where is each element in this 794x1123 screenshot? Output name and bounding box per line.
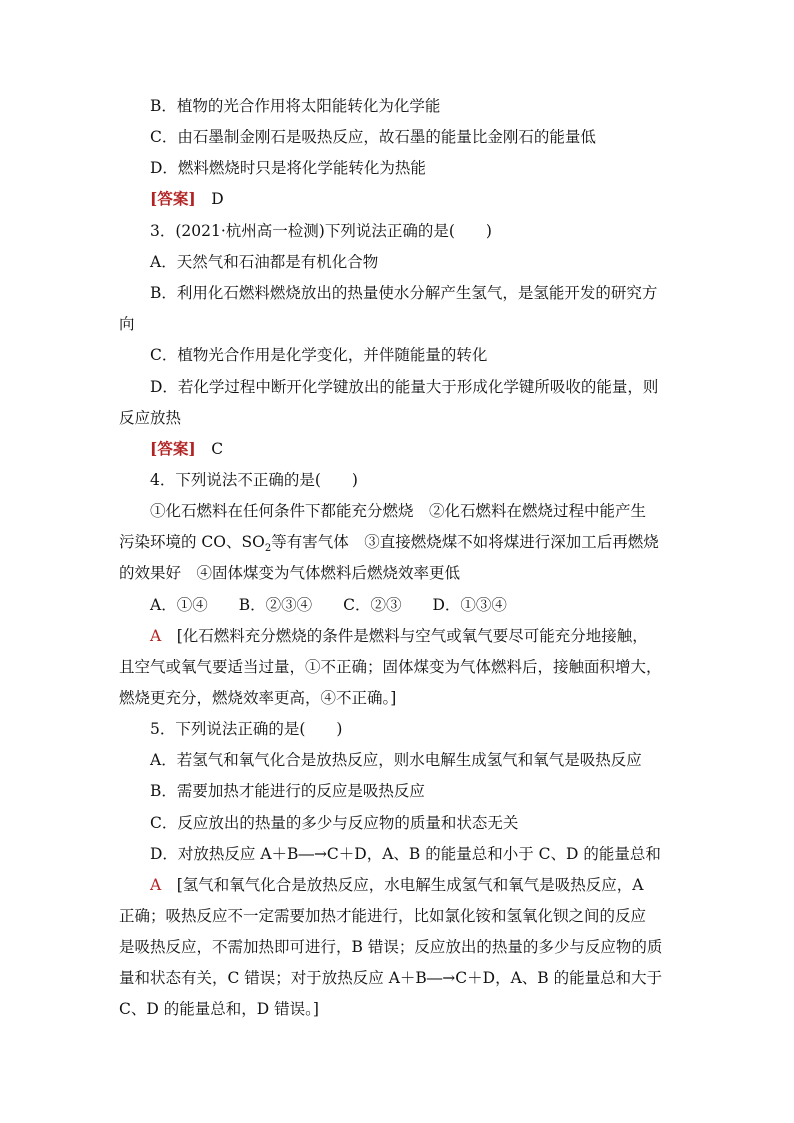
q5-explanation-line4: 量和状态有关，C 错误；对于放热反应 A＋B―→C＋D，A、B 的能量总和大于	[119, 969, 663, 987]
q5-stem: 5．下列说法正确的是( )	[150, 720, 343, 738]
q3-answer	[150, 438, 223, 460]
answer-value: D	[211, 190, 224, 208]
q5-option-c: C．反应放出的热量的多少与反应物的质量和状态无关	[150, 814, 519, 832]
q4-explanation-line2: 且空气或氧气要适当过量，①不正确；固体煤变为气体燃料后，接触面积增大，	[119, 658, 662, 676]
q4-statement-line2: 污染环境的 CO、$SO_2$等有害气体 ③直接燃烧煤不如将煤进行深加工后再燃烧	[119, 533, 659, 554]
q4-statement-line1: ①化石燃料在任何条件下都能充分燃烧 ②化石燃料在燃烧过程中能产生	[150, 502, 647, 520]
q5-explanation-line2: 正确；吸热反应不一定需要加热才能进行，比如氯化铵和氢氧化钡之间的反应	[119, 907, 647, 925]
q3-option-d-line1: D．若化学过程中断开化学键放出的能量大于形成化学键所吸收的能量，则	[150, 378, 659, 396]
q3-option-a: A．天然气和石油都是有机化合物	[150, 253, 379, 271]
q3-stem: 3．(2021·杭州高一检测)下列说法正确的是( )	[150, 222, 492, 240]
q5-explanation-line3: 是吸热反应，不需加热即可进行，B 错误；反应放出的热量的多少与反应物的质	[119, 938, 663, 956]
q4-stem: 4．下列说法不正确的是( )	[150, 471, 358, 489]
q2-option-d: D．燃料燃烧时只是将化学能转化为热能	[150, 159, 426, 177]
answer-tag: [答案]	[150, 189, 196, 208]
q3-option-c: C．植物光合作用是化学变化，并伴随能量的转化	[150, 346, 488, 364]
q4-explanation-line1: A [化石燃料充分燃烧的条件是燃料与空气或氧气要尽可能充分地接触，	[150, 627, 648, 645]
q5-option-a: A．若氢气和氧气化合是放热反应，则水电解生成氢气和氧气是吸热反应	[150, 751, 642, 769]
q5-explanation-line5: C、D 的能量总和，D 错误。]	[119, 1000, 319, 1018]
q3-option-d-line2: 反应放热	[119, 409, 182, 427]
q5-option-b: B．需要加热才能进行的反应是吸热反应	[150, 782, 425, 800]
q4-options: A．①④ B．②③④ C．②③ D．①③④	[150, 596, 507, 614]
q2-option-c: C．由石墨制金刚石是吸热反应，故石墨的能量比金刚石的能量低	[150, 128, 596, 146]
answer-letter: A	[150, 627, 162, 645]
answer-value: C	[211, 440, 224, 458]
q2-option-b: B．植物的光合作用将太阳能转化为化学能	[150, 97, 441, 115]
q3-option-b-line2: 向	[119, 315, 135, 333]
subscript: 2	[264, 543, 272, 554]
answer-tag: [答案]	[150, 439, 196, 458]
q5-explanation-line1: A [氢气和氧气化合是放热反应，水电解生成氢气和氧气是吸热反应，A	[150, 876, 644, 894]
q4-statement-line3: 的效果好 ④固体煤变为气体燃料后燃烧效率更低	[119, 564, 461, 582]
q4-explanation-line3: 燃烧更充分，燃烧效率更高，④不正确。]	[119, 689, 397, 707]
answer-letter: A	[150, 876, 162, 894]
q2-answer	[150, 188, 224, 210]
q5-option-d: D．对放热反应 A＋B―→C＋D，A、B 的能量总和小于 C、D 的能量总和	[150, 845, 661, 863]
q3-option-b-line1: B．利用化石燃料燃烧放出的热量使水分解产生氢气，是氢能开发的研究方	[150, 284, 658, 302]
